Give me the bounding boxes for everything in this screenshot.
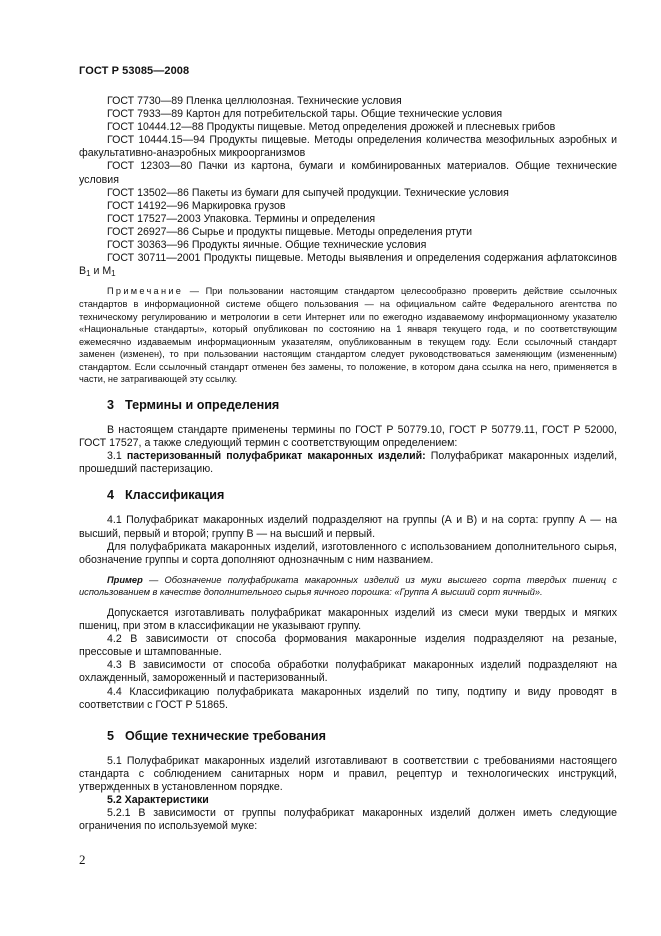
reference-item: ГОСТ 17527—2003 Упаковка. Термины и определения: [107, 212, 376, 225]
paragraph-4-2: 4.2 В зависимости от способа формования макаронные изделия подразделяют на резаные, прессовые и штампованные.: [79, 633, 617, 659]
reference-item: ГОСТ 12303—80 Пачки из картона, бумаги и комбинированных материалов. Общие технические условия: [79, 160, 617, 186]
section-heading-5: [79, 728, 617, 744]
section-number: 4: [107, 488, 115, 503]
note-text: — При пользовании настоящим стандартом целесообразно проверить действие ссылочных стандартов в информационной системе общего пользования — на официальном сайте Федерального агентства по техническому регулированию и метрологии в сети Интернет или по ежегодно издаваемому информационному указателю «Национальные стандарты», который опубликован по состоянию на 1 января текущего года, и по соответствующим ежемесячно издаваемым информационным указателям, опубликованным в текущем году. Если ссылочный стандарт заменен (изменен), то при пользовании настоящим стандартом следует руководствоваться заменяющим (измененным) стандартом. Если ссылочный стандарт отменен без замены, то положение, в котором дана ссылка на него, применяется в части, не затрагивающей эту ссылку.: [79, 286, 617, 385]
section-heading-4: [79, 487, 617, 503]
subsection-heading-5-2: 5.2 Характеристики: [107, 794, 209, 807]
paragraph-mixed-flour: Допускается изготавливать полуфабрикат макаронных изделий из смеси муки твердых и мягких пшениц, при этом в классификации не указывают группу.: [79, 607, 617, 633]
reference-item: ГОСТ 26927—86 Сырье и продукты пищевые. Методы определения ртути: [107, 225, 473, 238]
example-label: Пример: [107, 574, 143, 585]
note-paragraph: [79, 285, 617, 386]
section-heading-3: [79, 397, 617, 413]
paragraph-additional-raw: Для полуфабриката макаронных изделий, изготовленного с использованием дополнительного сырья, обозначение группы и сорта дополняют однозначным с ним названием.: [79, 540, 617, 566]
reference-item-aflatoxins: [79, 252, 617, 278]
section-title: Классификация: [125, 488, 225, 503]
section-title: Термины и определения: [125, 398, 280, 413]
paragraph-4-1: 4.1 Полуфабрикат макаронных изделий подразделяют на группы (А и В) и на сорта: группу А — на высший, первый и второй; группу В — на высший и первый.: [79, 514, 617, 540]
reference-item: ГОСТ 10444.15—94 Продукты пищевые. Методы определения количества мезофильных аэробных и факультативно-анаэробных микроорганизмов: [79, 134, 617, 160]
paragraph-4-3: 4.3 В зависимости от способа обработки полуфабрикат макаронных изделий подразделяют на охлажденный, замороженный и пастеризованный.: [79, 659, 617, 685]
reference-item: ГОСТ 10444.12—88 Продукты пищевые. Метод определения дрожжей и плесневых грибов: [107, 121, 556, 134]
term-definition: [79, 450, 617, 476]
reference-item: ГОСТ 7933—89 Картон для потребительской тары. Общие технические условия: [107, 108, 503, 121]
paragraph-5-1: 5.1 Полуфабрикат макаронных изделий изготавливают в соответствии с требованиями настоящего стандарта с соблюдением санитарных норм и правил, рецептур и технологических инструкций, утвержденных в установленном порядке.: [79, 754, 617, 793]
reference-item: ГОСТ 13502—86 Пакеты из бумаги для сыпучей продукции. Технические условия: [107, 186, 509, 199]
reference-item: ГОСТ 7730—89 Пленка целлюлозная. Технические условия: [107, 95, 402, 107]
reference-item: ГОСТ 14192—96 Маркировка грузов: [107, 199, 286, 212]
term-definition-text: Полуфабрикат макаронных изделий, прошедший пастеризацию.: [79, 450, 618, 476]
paragraph-5-2-1: 5.2.1 В зависимости от группы полуфабрикат макаронных изделий должен иметь следующие ограничения по используемой муке:: [79, 807, 617, 833]
section-number: 3: [107, 398, 115, 413]
section-number: 5: [107, 728, 115, 743]
subscript: 1: [86, 269, 91, 279]
reference-text-mid: и M: [90, 265, 112, 278]
section-title: Общие технические требования: [125, 728, 326, 743]
subscript: 1: [111, 269, 116, 279]
section-3-intro: В настоящем стандарте применены термины по ГОСТ Р 50779.10, ГОСТ Р 50779.11, ГОСТ Р 52000, ГОСТ 17527, а также следующий термин с соответствующим определением:: [79, 424, 617, 450]
page-number: 2: [79, 852, 86, 867]
paragraph-4-4: 4.4 Классификацию полуфабриката макаронных изделий по типу, подтипу и виду проводят в соответствии с ГОСТ Р 51865.: [79, 685, 617, 711]
note-label: Примечание: [107, 286, 184, 297]
term-number: 3.1: [107, 450, 127, 463]
normative-references-list: [79, 95, 617, 278]
reference-text: ГОСТ 30711—2001 Продукты пищевые. Методы выявления и определения содержания афлатоксинов B: [79, 252, 617, 278]
page-content: [79, 95, 617, 833]
example-paragraph: [79, 574, 617, 599]
example-text: — Обозначение полуфабриката макаронных изделий из муки высшего сорта твердых пшениц с использованием в качестве дополнительного сырья яичного порошка: «Группа А высший сорт яичный».: [79, 574, 617, 598]
document-header: ГОСТ Р 53085—2008: [79, 65, 190, 77]
reference-item: ГОСТ 30363—96 Продукты яичные. Общие технические условия: [107, 239, 427, 252]
term-title: пастеризованный полуфабрикат макаронных изделий:: [126, 450, 426, 463]
